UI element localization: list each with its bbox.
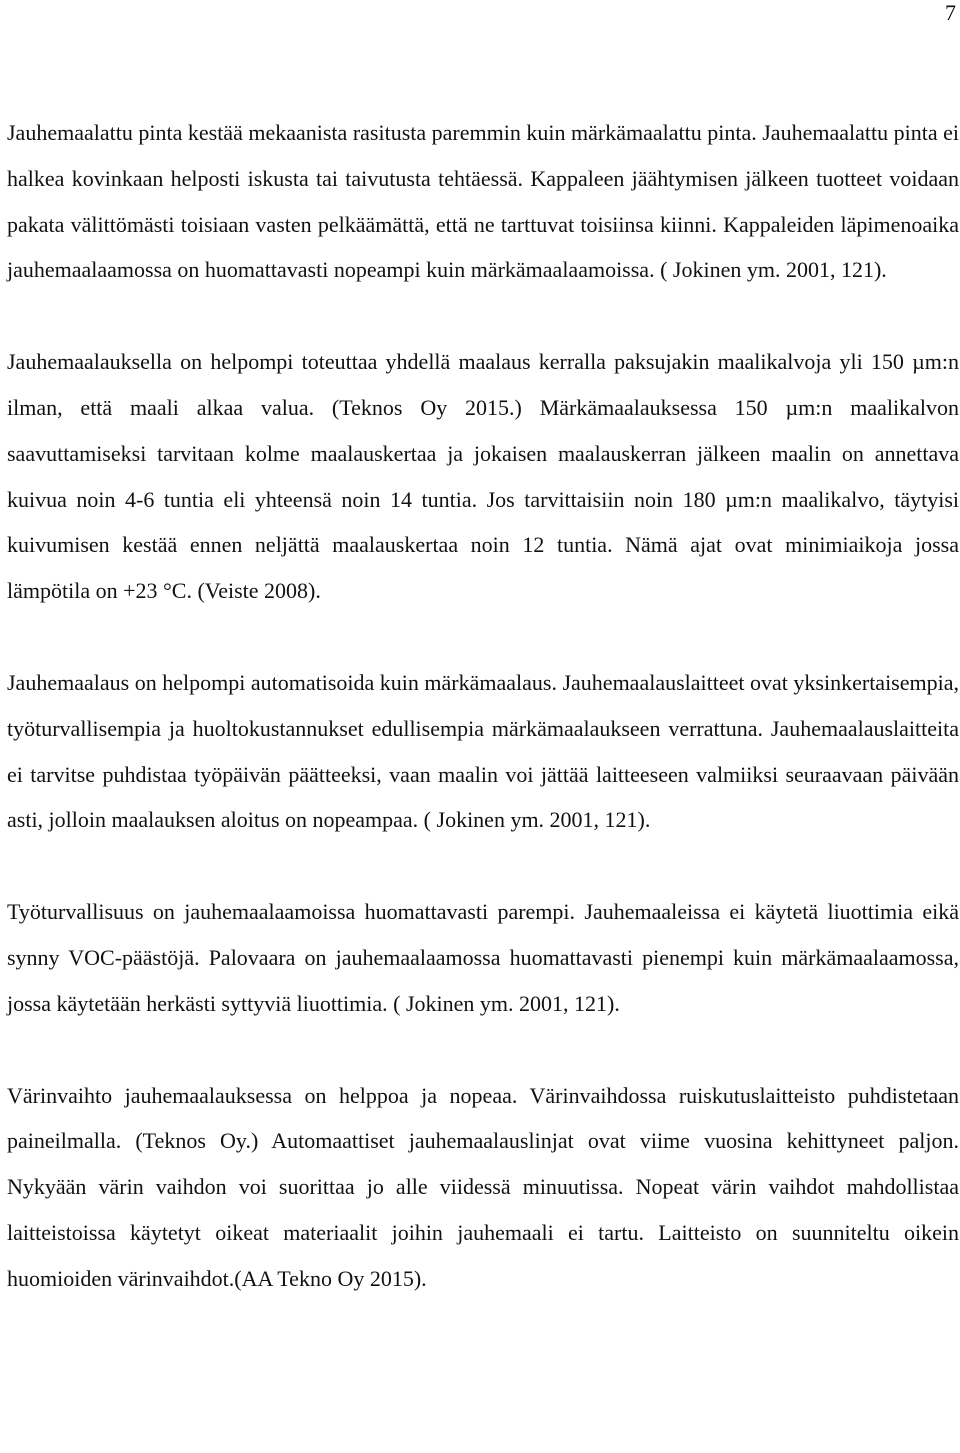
paragraph-2: Jauhemaalauksella on helpompi toteuttaa yhdellä maalaus kerralla paksujakin maalikalvoja yli 150 µm:n ilman, että maali alkaa valua. (Teknos Oy 2015.) Märkämaalauksessa 150 µm:n maalikalvon saavuttamiseksi tarvitaan kolme maalauskertaa ja jokaisen maalauskerran jälkeen maalin on annettava kuivua noin 4-6 tuntia eli yhteensä noin 14 tuntia. Jos tarvittaisiin noin 180 µm:n maalikalvo, täytyisi kuivumisen kestää ennen neljättä maalauskertaa noin 12 tuntia. Nämä ajat ovat minimiaikoja jossa lämpötila on +23 °C. (Veiste 2008).: [7, 349, 959, 604]
page-number: 7: [945, 0, 956, 25]
paragraph-4: Työturvallisuus on jauhemaalaamoissa huomattavasti parempi. Jauhemaaleissa ei käytetä liuottimia eikä synny VOC-päästöjä. Palovaara on jauhemaalaamossa huomattavasti pienempi kuin märkämaalaamossa, jossa käytetään herkästi syttyviä liuottimia. ( Jokinen ym. 2001, 121).: [7, 899, 959, 1016]
paragraph-5: Värinvaihto jauhemaalauksessa on helppoa ja nopeaa. Värinvaihdossa ruiskutuslaitteisto puhdistetaan paineilmalla. (Teknos Oy.) Automaattiset jauhemaalauslinjat ovat viime vuosina kehittyneet paljon. Nykyään värin vaihdon voi suorittaa jo alle viidessä minuutissa. Nopeat värin vaihdot mahdollistaa laitteistoissa käytetyt oikeat materiaalit joihin jauhemaali ei tartu. Laitteisto on suunniteltu oikein huomioiden värinvaihdot.(AA Tekno Oy 2015).: [7, 1082, 959, 1291]
paragraph-1: Jauhemaalattu pinta kestää mekaanista rasitusta paremmin kuin märkämaalattu pinta. Jauhemaalattu pinta ei halkea kovinkaan helposti iskusta tai taivutusta tehtäessä. Kappaleen jäähtymisen jälkeen tuotteet voidaan pakata välittömästi toisiaan vasten pelkäämättä, että ne tarttuvat toisiinsa kiinni. Kappaleiden läpimenoaika jauhemaalaamossa on huomattavasti nopeampi kuin märkämaalaamoissa. ( Jokinen ym. 2001, 121).: [7, 120, 959, 283]
paragraph-3: Jauhemaalaus on helpompi automatisoida kuin märkämaalaus. Jauhemaalauslaitteet ovat yksinkertaisempia, työturvallisempia ja huoltokustannukset edullisempia märkämaalaukseen verrattuna. Jauhemaalauslaitteita ei tarvitse puhdistaa työpäivän päätteeksi, vaan maalin voi jättää laitteeseen valmiiksi seuraavaan päivään asti, jolloin maalauksen aloitus on nopeampaa. ( Jokinen ym. 2001, 121).: [7, 669, 959, 833]
document-body: [7, 110, 959, 1348]
